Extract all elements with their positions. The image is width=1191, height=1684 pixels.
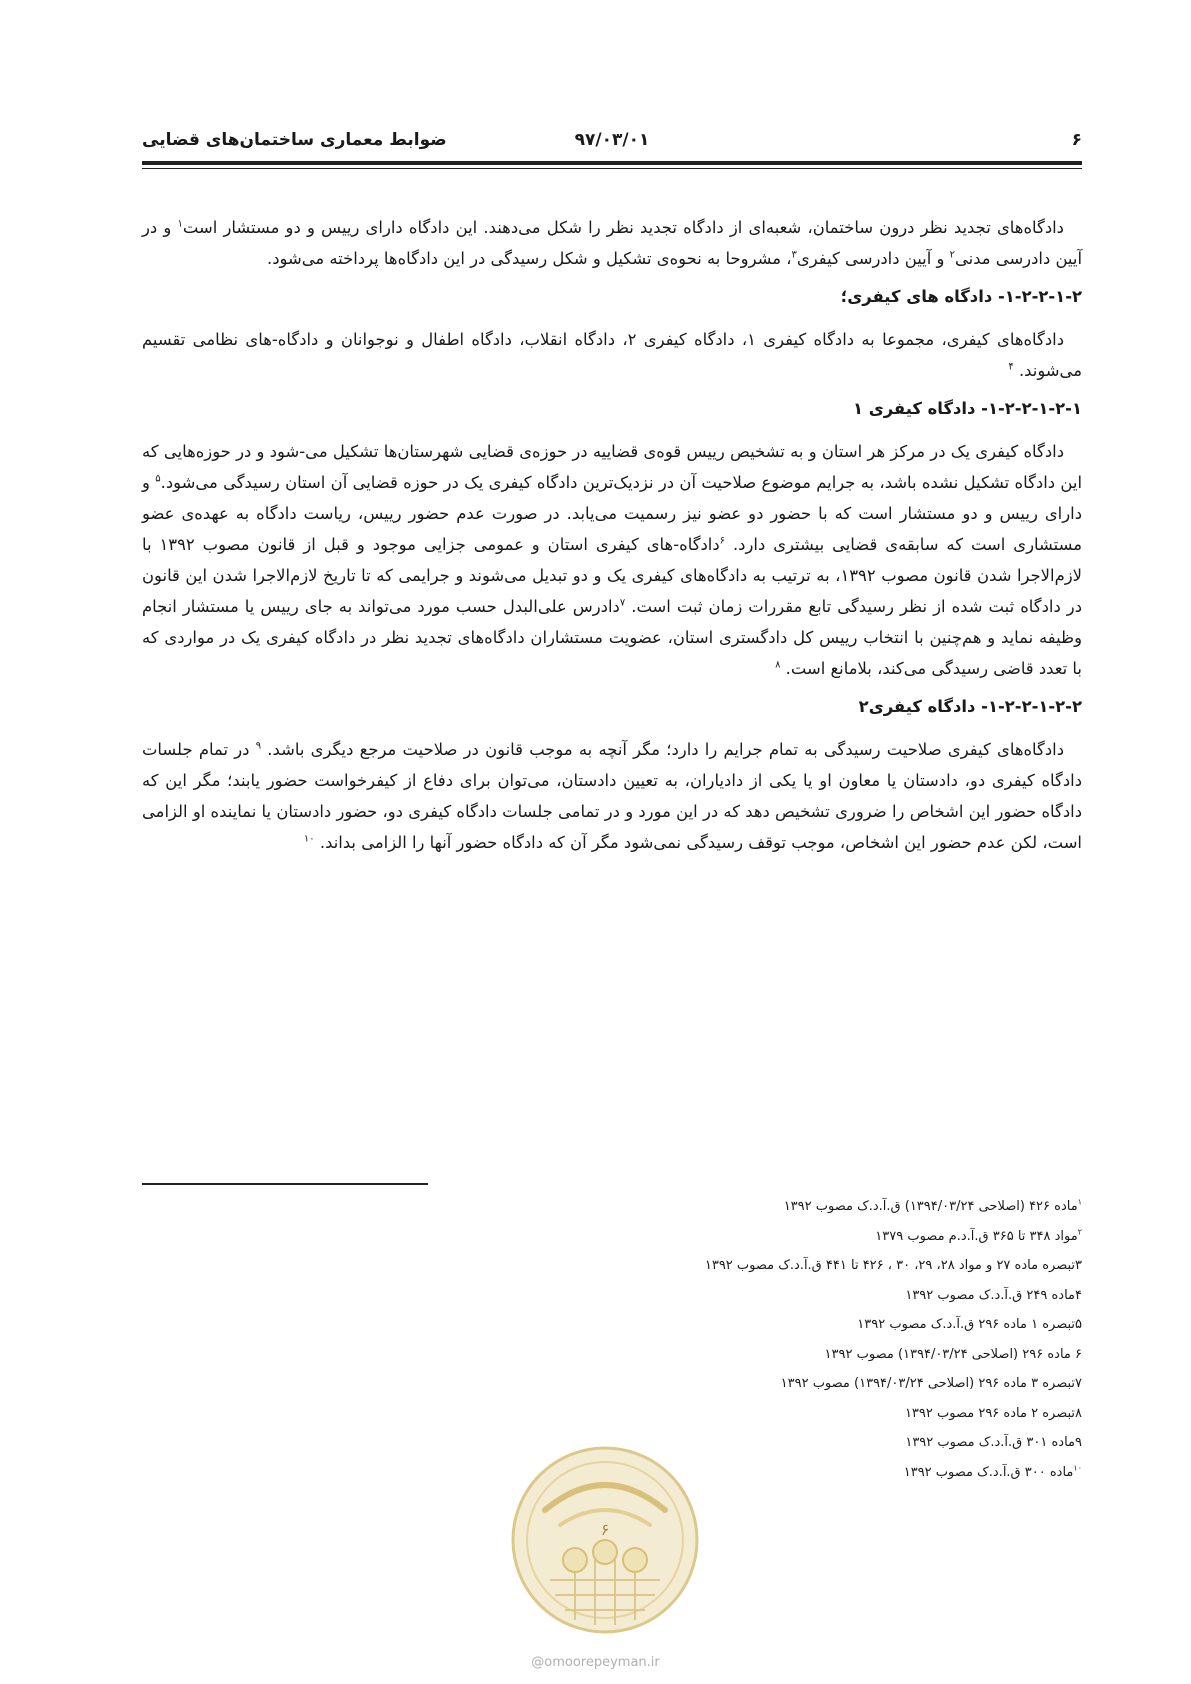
document-body bbox=[142, 212, 1082, 868]
footnote: ۶ ماده ۲۹۶ (اصلاحی ۱۳۹۴/۰۳/۲۴) مصوب ۱۳۹۲ bbox=[824, 1346, 1082, 1362]
seal-number: ۶ bbox=[600, 1520, 610, 1539]
footnote: ۴ماده ۲۴۹ ق.آ.د.ک مصوب ۱۳۹۲ bbox=[905, 1287, 1082, 1303]
header-rule-thick bbox=[142, 161, 1082, 165]
heading-criminal-courts: ۱-۲-۲-۱-۲- دادگاه های کیفری؛ bbox=[840, 287, 1082, 306]
paragraph-criminal-court-1: دادگاه کیفری یک در مرکز هر استان و به تشخیص رییس قوه‌ی قضاییه در حوزه‌ی قضایی شهرستان‌ها تشکیل می-شود و در حوزه‌هایی که این دادگاه تشکیل نشده باشد، به جرایم موضوع صلاحیت آن در نزدیک‌ترین دادگاه کیفری یک در حوزه قضایی آن استان رسیدگی می‌شود.$^۵$ و دارای رییس و دو مستشار است که با حضور دو عضو نیز رسمیت می‌یابد. در صورت عدم حضور رییس، ریاست دادگاه به عهده‌ی عضو مستشاری است که سابقه‌ی قضایی بیشتری دارد. $^۶$دادگاه-های کیفری استان و عمومی جزایی موجود و قبل از قانون مصوب ۱۳۹۲ با لازم‌الاجرا شدن قانون مصوب ۱۳۹۲، به ترتیب به دادگاه‌های کیفری یک و دو تبدیل می‌شوند و جرایمی که تا تاریخ لازم‌الاجرا شدن این قانون در دادگاه ثبت شده از نظر رسیدگی تابع مقررات زمان ثبت است. $^۷$دادرس علی‌البدل حسب مورد می‌تواند به جای رییس یا مستشار انجام وظیفه نماید و هم‌چنین با انتخاب رییس کل دادگستری استان، عضویت مستشاران دادگاه‌های تجدید نظر در دادگاه کیفری یک در مواردی که با تعدد قاضی رسیدگی می‌کند، بلامانع است. $^۸$ bbox=[142, 442, 1082, 678]
footnote-separator bbox=[142, 1183, 428, 1185]
paragraph-appeal-courts: دادگاه‌های تجدید نظر درون ساختمان، شعبه‌ای از دادگاه تجدید نظر را شکل می‌دهند. این دادگاه دارای رییس و دو مستشار است$^۱$ و در آیین دادرسی مدنی$^۲$ و آیین دادرسی کیفری$^۳$، مشروحا به نحوه‌ی تشکیل و شکل رسیدگی در این دادگاه‌ها پرداخته می‌شود. bbox=[142, 218, 1082, 268]
footnote: $^{۱۰}$ماده ۳۰۰ ق.آ.د.ک مصوب ۱۳۹۲ bbox=[903, 1463, 1082, 1480]
footnote: ۹ماده ۳۰۱ ق.آ.د.ک مصوب ۱۳۹۲ bbox=[905, 1435, 1082, 1450]
header-rule-thin bbox=[142, 168, 1082, 169]
watermark-text: @omoorepeyman.ir bbox=[531, 1655, 660, 1670]
footnote: ۸تبصره ۲ ماده ۲۹۶ مصوب ۱۳۹۲ bbox=[904, 1405, 1082, 1421]
header-page-number: ۶ bbox=[1071, 130, 1082, 150]
header-title: ضوابط معماری ساختمان‌های قضایی bbox=[142, 130, 447, 150]
footnote: $^۱$ماده ۴۲۶ (اصلاحی ۱۳۹۴/۰۳/۲۴) ق.آ.د.ک مصوب ۱۳۹۲ bbox=[783, 1197, 1082, 1214]
paragraph-criminal-courts: دادگاه‌های کیفری، مجموعا به دادگاه کیفری ۱، دادگاه کیفری ۲، دادگاه انقلاب، دادگاه اطفال و نوجوانان و دادگاه-های نظامی تقسیم می‌شوند. $^۴$ bbox=[142, 330, 1082, 380]
heading-criminal-court-2: ۱-۲-۲-۱-۲-۲- دادگاه کیفری۲ bbox=[858, 697, 1082, 716]
header-date: ۹۷/۰۳/۰۱ bbox=[574, 130, 650, 150]
page-header bbox=[142, 126, 1082, 158]
heading-criminal-court-1: ۱-۲-۲-۱-۲-۱- دادگاه کیفری ۱ bbox=[852, 399, 1082, 418]
footnote: ۳تبصره ماده ۲۷ و مواد ۲۸، ۲۹، ۳۰ ، ۴۲۶ تا ۴۴۱ ق.آ.د.ک مصوب ۱۳۹۲ bbox=[704, 1258, 1082, 1273]
paragraph-criminal-court-2: دادگاه‌های کیفری صلاحیت رسیدگی به تمام جرایم را دارد؛ مگر آنچه به موجب قانون در صلاحیت مرجع دیگری باشد. $^۹$ در تمام جلسات دادگاه کیفری دو، دادستان یا معاون او یا یکی از دادیاران، به تعیین دادستان، می‌توان برای دفاع از کیفرخواست حضور یابند؛ مگر این که دادگاه حضور این اشخاص را ضروری تشخیص دهد که در این مورد و در تمامی جلسات دادگاه کیفری دو، حضور دادستان یا نماینده او الزامی است، لکن عدم حضور این اشخاص، موجب توقف رسیدگی نمی‌شود مگر آن که دادگاه حضور آنها را الزامی بداند. $^{۱۰}$ bbox=[142, 740, 1082, 852]
footnote: ۵تبصره ۱ ماده ۲۹۶ ق.آ.د.ک مصوب ۱۳۹۲ bbox=[857, 1317, 1082, 1332]
footnote: ۷تبصره ۳ ماده ۲۹۶ (اصلاحی ۱۳۹۴/۰۳/۲۴) مصوب ۱۳۹۲ bbox=[780, 1376, 1082, 1391]
seal-logo-icon bbox=[505, 1440, 705, 1640]
footnote: $^۲$مواد ۳۴۸ تا ۳۶۵ ق.آ.د.م مصوب ۱۳۷۹ bbox=[875, 1227, 1082, 1244]
